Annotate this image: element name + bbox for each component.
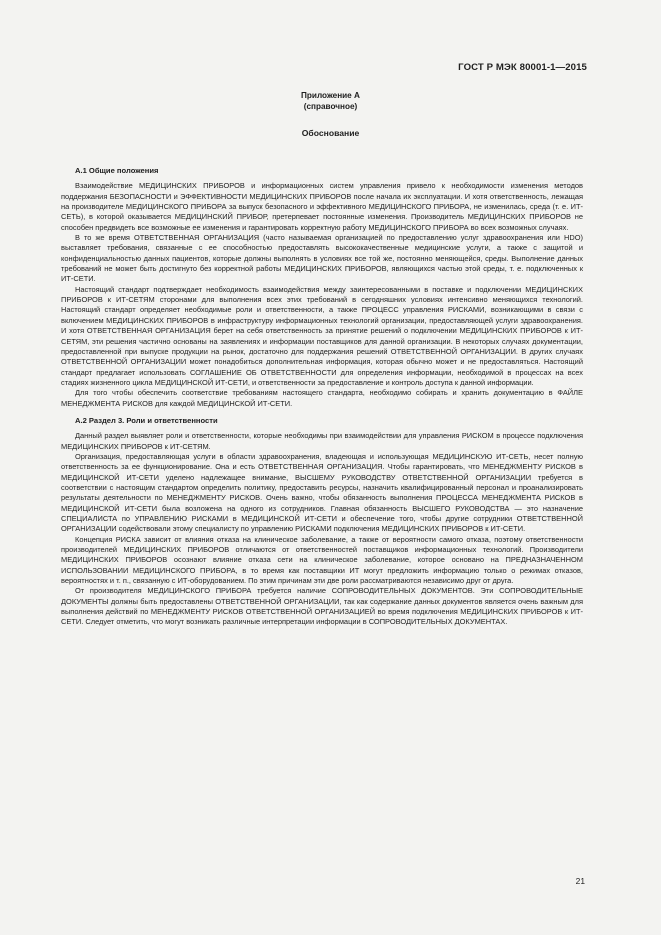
section-title: А.1 Общие положения bbox=[75, 166, 159, 175]
paragraph: Взаимодействие МЕДИЦИНСКИХ ПРИБОРОВ и информационных систем управления привело к необходимости изменения методов поддержания БЕЗОПАСНОСТИ и ЭФФЕКТИВНОСТИ МЕДИЦИНСКИХ ПРИБОРОВ после начала их эксплуатации. И хотя ответственность, лежащая на производителе МЕДИЦИНСКОГО ПРИБОРА за выпуск безопасного и эффективного МЕДИЦИНСКОГО ПРИБОРА, не изменилась, среда (т. е. ИТ-СЕТЬ), в которой оказывается МЕДИЦИНСКИЙ ПРИБОР, претерпевает постоянные изменения. Производитель МЕДИЦИНСКИХ ПРИБОРОВ не способен предвидеть все возможные ее изменения и гарантировать корректную работу МЕДИЦИНСКОГО ПРИБОРА во всех возможных случаях. bbox=[61, 181, 583, 232]
section-a1 bbox=[61, 166, 583, 409]
appendix-type: (справочное) bbox=[303, 102, 358, 111]
paragraph: От производителя МЕДИЦИНСКОГО ПРИБОРА требуется наличие СОПРОВОДИТЕЛЬНЫХ ДОКУМЕНТОВ. Эти СОПРОВОДИТЕЛЬНЫЕ ДОКУМЕНТЫ должны быть предоставлены ОТВЕТСТВЕННОЙ ОРГАНИЗАЦИИ, так как содержание данных документов является очень важным для выполнения действий по МЕНЕДЖМЕНТУ РИСКОВ ОТВЕТСТВЕННОЙ ОРГАНИЗАЦИЕЙ во время подключения МЕДИЦИНСКИХ ПРИБОРОВ к ИТ-СЕТИ. Следует отметить, что могут возникать различные интерпретации информации в СОПРОВОДИТЕЛЬНЫХ ДОКУМЕНТАХ. bbox=[61, 586, 583, 627]
paragraph: В то же время ОТВЕТСТВЕННАЯ ОРГАНИЗАЦИЯ (часто называемая организацией по предоставлению услуг здравоохранения или HDO) выставляет требования, связанные с ее способностью предоставлять высококачественные медицинские услуги, а также с защитой и конфиденциальностью данных пациентов, которые должны выполнять в условиях все той же, постоянно меняющейся, среды. Выполнение данных требований не может быть достигнуто без корректной работы МЕДИЦИНСКИХ ПРИБОРОВ, являющихся частью этой среды, т. е. подключенных к ИТ-СЕТИ. bbox=[61, 233, 583, 284]
paragraph: Настоящий стандарт подтверждает необходимость взаимодействия между заинтересованными в поставке и подключении МЕДИЦИНСКИХ ПРИБОРОВ к ИТ-СЕТЯМ сторонами для выполнения всех этих требований в сегодняшних условиях интенсивно меняющихся технологий. Настоящий стандарт определяет необходимые роли и ответственности, а также ПРОЦЕСС управления РИСКАМИ, возникающими в связи с включением МЕДИЦИНСКИХ ПРИБОРОВ в инфраструктуру информационных технологий организации, предоставляющей услуги здравоохранения. И хотя ОТВЕТСТВЕННАЯ ОРГАНИЗАЦИЯ берет на себя ответственность за принятие решений о подключении МЕДИЦИНСКИХ ПРИБОРОВ к ИТ-СЕТЯМ, эти решения частично основаны на заявлениях и информации поставщиков для данной организации. В некоторых случаях документации, предоставленной при выпуске продукции на рынок, достаточно для поддержания решений ОТВЕТСТВЕННОЙ ОРГАНИЗАЦИИ. В других случаях ОТВЕТСТВЕННОЙ ОРГАНИЗАЦИИ может понадобиться дополнительная информация, которая обычно может и не предоставляться. Настоящий стандарт предлагает использовать СОГЛАШЕНИЕ ОБ ОТВЕТСТВЕННОСТИ для определения информации, необходимой в процессах на всех стадиях жизненного цикла МЕДИЦИНСКОЙ ИТ-СЕТИ, и ответственности за предоставление и контроль доступа к данной информации. bbox=[61, 284, 583, 387]
appendix-header bbox=[0, 90, 661, 112]
document-code: ГОСТ Р МЭК 80001-1—2015 bbox=[458, 62, 587, 73]
document-body bbox=[61, 166, 583, 628]
paragraph: Данный раздел выявляет роли и ответственности, которые необходимы при взаимодействии для управления РИСКОМ в процессе подключения МЕДИЦИНСКИХ ПРИБОРОВ к ИТ-СЕТЯМ. bbox=[61, 431, 583, 451]
section-title: А.2 Раздел 3. Роли и ответственности bbox=[75, 415, 218, 425]
paragraph: Для того чтобы обеспечить соответствие требованиям настоящего стандарта, необходимо собирать и хранить документацию в ФАЙЛЕ МЕНЕДЖМЕНТА РИСКОВ для каждой МЕДИЦИНСКОЙ ИТ-СЕТИ. bbox=[61, 388, 583, 408]
appendix-title: Приложение А bbox=[301, 91, 360, 100]
section-a2 bbox=[61, 416, 583, 628]
paragraph: Концепция РИСКА зависит от влияния отказа на клиническое заболевание, а также от вероятности самого отказа, поэтому ответственности производителей МЕДИЦИНСКИХ ПРИБОРОВ отличаются от ответственностей поставщиков информационных технологий. Производители МЕДИЦИНСКИХ ПРИБОРОВ осознают влияние отказа сети на клиническое заболевание, которое основано на ПРЕДНАЗНАЧЕННОМ ИСПОЛЬЗОВАНИИ МЕДИЦИНСКОГО ПРИБОРА, в то время как поставщики ИТ могут предложить информацию только о режимах отказов, вероятностях и т. п., связанную с ИТ-оборудованием. По этим причинам эти две роли рассматриваются независимо друг от друга. bbox=[61, 534, 583, 586]
page-heading: Обоснование bbox=[301, 128, 360, 138]
page-number: 21 bbox=[575, 876, 585, 886]
paragraph: Организация, предоставляющая услуги в области здравоохранения, владеющая и использующая МЕДИЦИНСКУЮ ИТ-СЕТЬ, несет полную ответственность за ее функционирование. Она и есть ОТВЕТСТВЕННАЯ ОРГАНИЗАЦИЯ. Чтобы гарантировать, что МЕНЕДЖМЕНТУ РИСКОВ в МЕДИЦИНСКОЙ ИТ-СЕТИ уделено надлежащее внимание, ВЫСШЕМУ РУКОВОДСТВУ ОТВЕТСТВЕННОЙ ОРГАНИЗАЦИИ требуется в соответствии с настоящим стандартом определить политику, предоставить ресурсы, назначить квалифицированный персонал и проанализировать результаты деятельности по МЕНЕДЖМЕНТУ РИСКОВ. Очень важно, чтобы обязанность выполнения ПРОЦЕССА МЕНЕДЖМЕНТА РИСКОВ в МЕДИЦИНСКОЙ ИТ-СЕТИ была возложена на одного из сотрудников. Главная обязанность ВЫСШЕГО РУКОВОДСТВА — это назначение СПЕЦИАЛИСТА по УПРАВЛЕНИЮ РИСКАМИ в МЕДИЦИНСКОЙ ИТ-СЕТИ и обеспечение того, чтобы другие сотрудники ОТВЕТСТВЕННОЙ ОРГАНИЗАЦИИ содействовали этому специалисту по управлению РИСКАМИ подключения МЕДИЦИНСКИХ ПРИБОРОВ к ИТ-СЕТИ. bbox=[61, 451, 583, 534]
